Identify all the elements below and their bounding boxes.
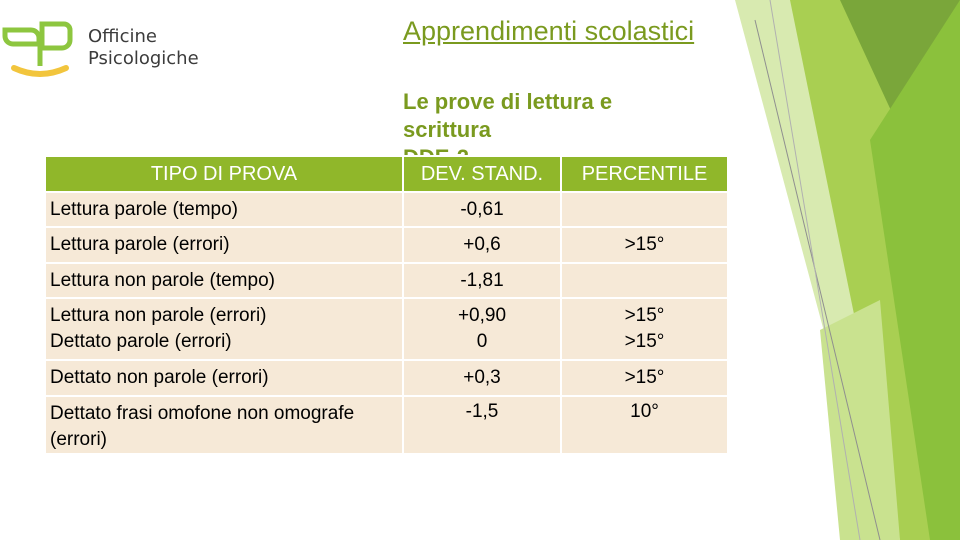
cell-pct: 10° — [561, 396, 728, 454]
cell-test: Dettato frasi omofone non omografe (errori) — [45, 396, 403, 454]
results-table — [44, 155, 729, 455]
cell-dev-line-2: 0 — [476, 331, 488, 352]
cell-test: Lettura non parole (tempo) — [45, 263, 403, 298]
cell-pct: >15° — [561, 360, 728, 396]
header-test-type: TIPO DI PROVA — [45, 156, 403, 192]
cell-dev: -1,81 — [403, 263, 561, 298]
cell-test-line-2: Dettato parole (errori) — [50, 331, 232, 352]
subtitle-line-1: Le prove di lettura e — [403, 89, 613, 114]
table-row — [45, 396, 728, 454]
cell-dev: -0,61 — [403, 192, 561, 227]
table-row — [45, 298, 728, 360]
cell-pct-line-2: >15° — [624, 331, 665, 352]
cell-test: Lettura parole (errori) — [45, 227, 403, 263]
logo-text — [88, 26, 199, 70]
table-row — [45, 263, 728, 298]
table-row — [45, 227, 728, 263]
table-row — [45, 360, 728, 396]
cell-pct — [561, 192, 728, 227]
cell-dev: -1,5 — [403, 396, 561, 454]
cell-dev: +0,3 — [403, 360, 561, 396]
subtitle-line-2: scrittura — [403, 117, 492, 142]
cell-test-line-1: Lettura non parole (errori) — [50, 305, 267, 326]
cell-dev-line-1: +0,90 — [457, 305, 507, 326]
cell-dev — [403, 298, 561, 360]
cell-pct-line-1: >15° — [624, 305, 665, 326]
cell-test: Dettato non parole (errori) — [45, 360, 403, 396]
cell-dev: +0,6 — [403, 227, 561, 263]
table-header-row — [45, 156, 728, 192]
cell-pct — [561, 263, 728, 298]
logo-line-2: Psicologiche — [88, 48, 199, 69]
header-percentile: PERCENTILE — [561, 156, 728, 192]
cell-pct — [561, 298, 728, 360]
cell-test — [45, 298, 403, 360]
logo-line-1: Officine — [88, 26, 157, 47]
cell-pct: >15° — [561, 227, 728, 263]
header-dev-stand: DEV. STAND. — [403, 156, 561, 192]
table-row — [45, 192, 728, 227]
cell-test: Lettura parole (tempo) — [45, 192, 403, 227]
page-title: Apprendimenti scolastici — [403, 16, 695, 46]
